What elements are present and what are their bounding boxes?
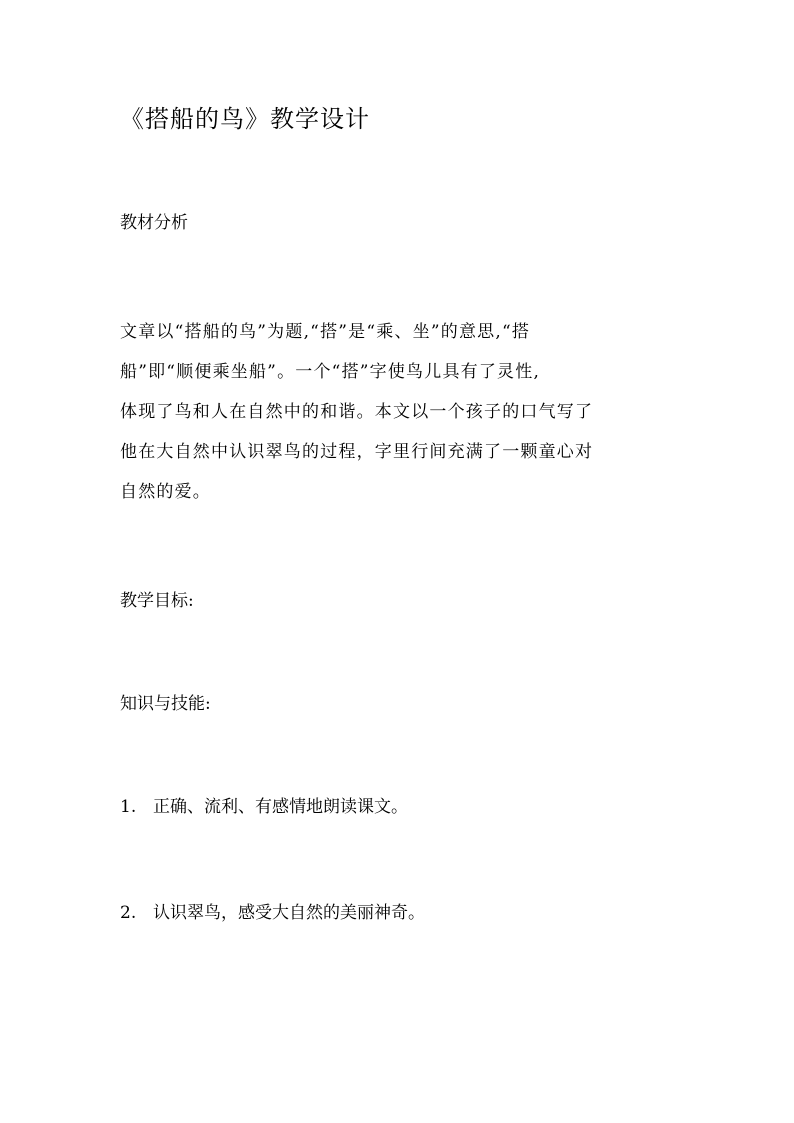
paragraph-line: 自然的爱。 — [120, 482, 211, 502]
section-heading-goals: 教学目标: — [120, 591, 194, 611]
list-item-text: 正确、流利、有感情地朗读课文。 — [153, 797, 408, 817]
list-item-number: 2. — [120, 903, 137, 923]
analysis-paragraph — [120, 312, 680, 512]
paragraph-line: 体现了鸟和人在自然中的和谐。本文以一个孩子的口气写了 — [120, 402, 594, 422]
list-item-number: 1. — [120, 797, 137, 817]
paragraph-line: 船”即“顺便乘坐船”。一个“搭”字使鸟儿具有了灵性, — [120, 362, 541, 382]
paragraph-line: 文章以“搭船的鸟”为题,“搭”是“乘、坐”的意思,“搭 — [120, 322, 531, 342]
document-title: 《搭船的鸟》教学设计 — [120, 105, 370, 133]
section-heading-analysis: 教材分析 — [120, 213, 188, 233]
list-item — [120, 901, 425, 925]
section-heading-knowledge: 知识与技能: — [120, 694, 211, 714]
list-item-text: 认识翠鸟，感受大自然的美丽神奇。 — [153, 903, 425, 923]
paragraph-line: 他在大自然中认识翠鸟的过程，字里行间充满了一颗童心对 — [120, 442, 594, 462]
list-item — [120, 795, 408, 819]
